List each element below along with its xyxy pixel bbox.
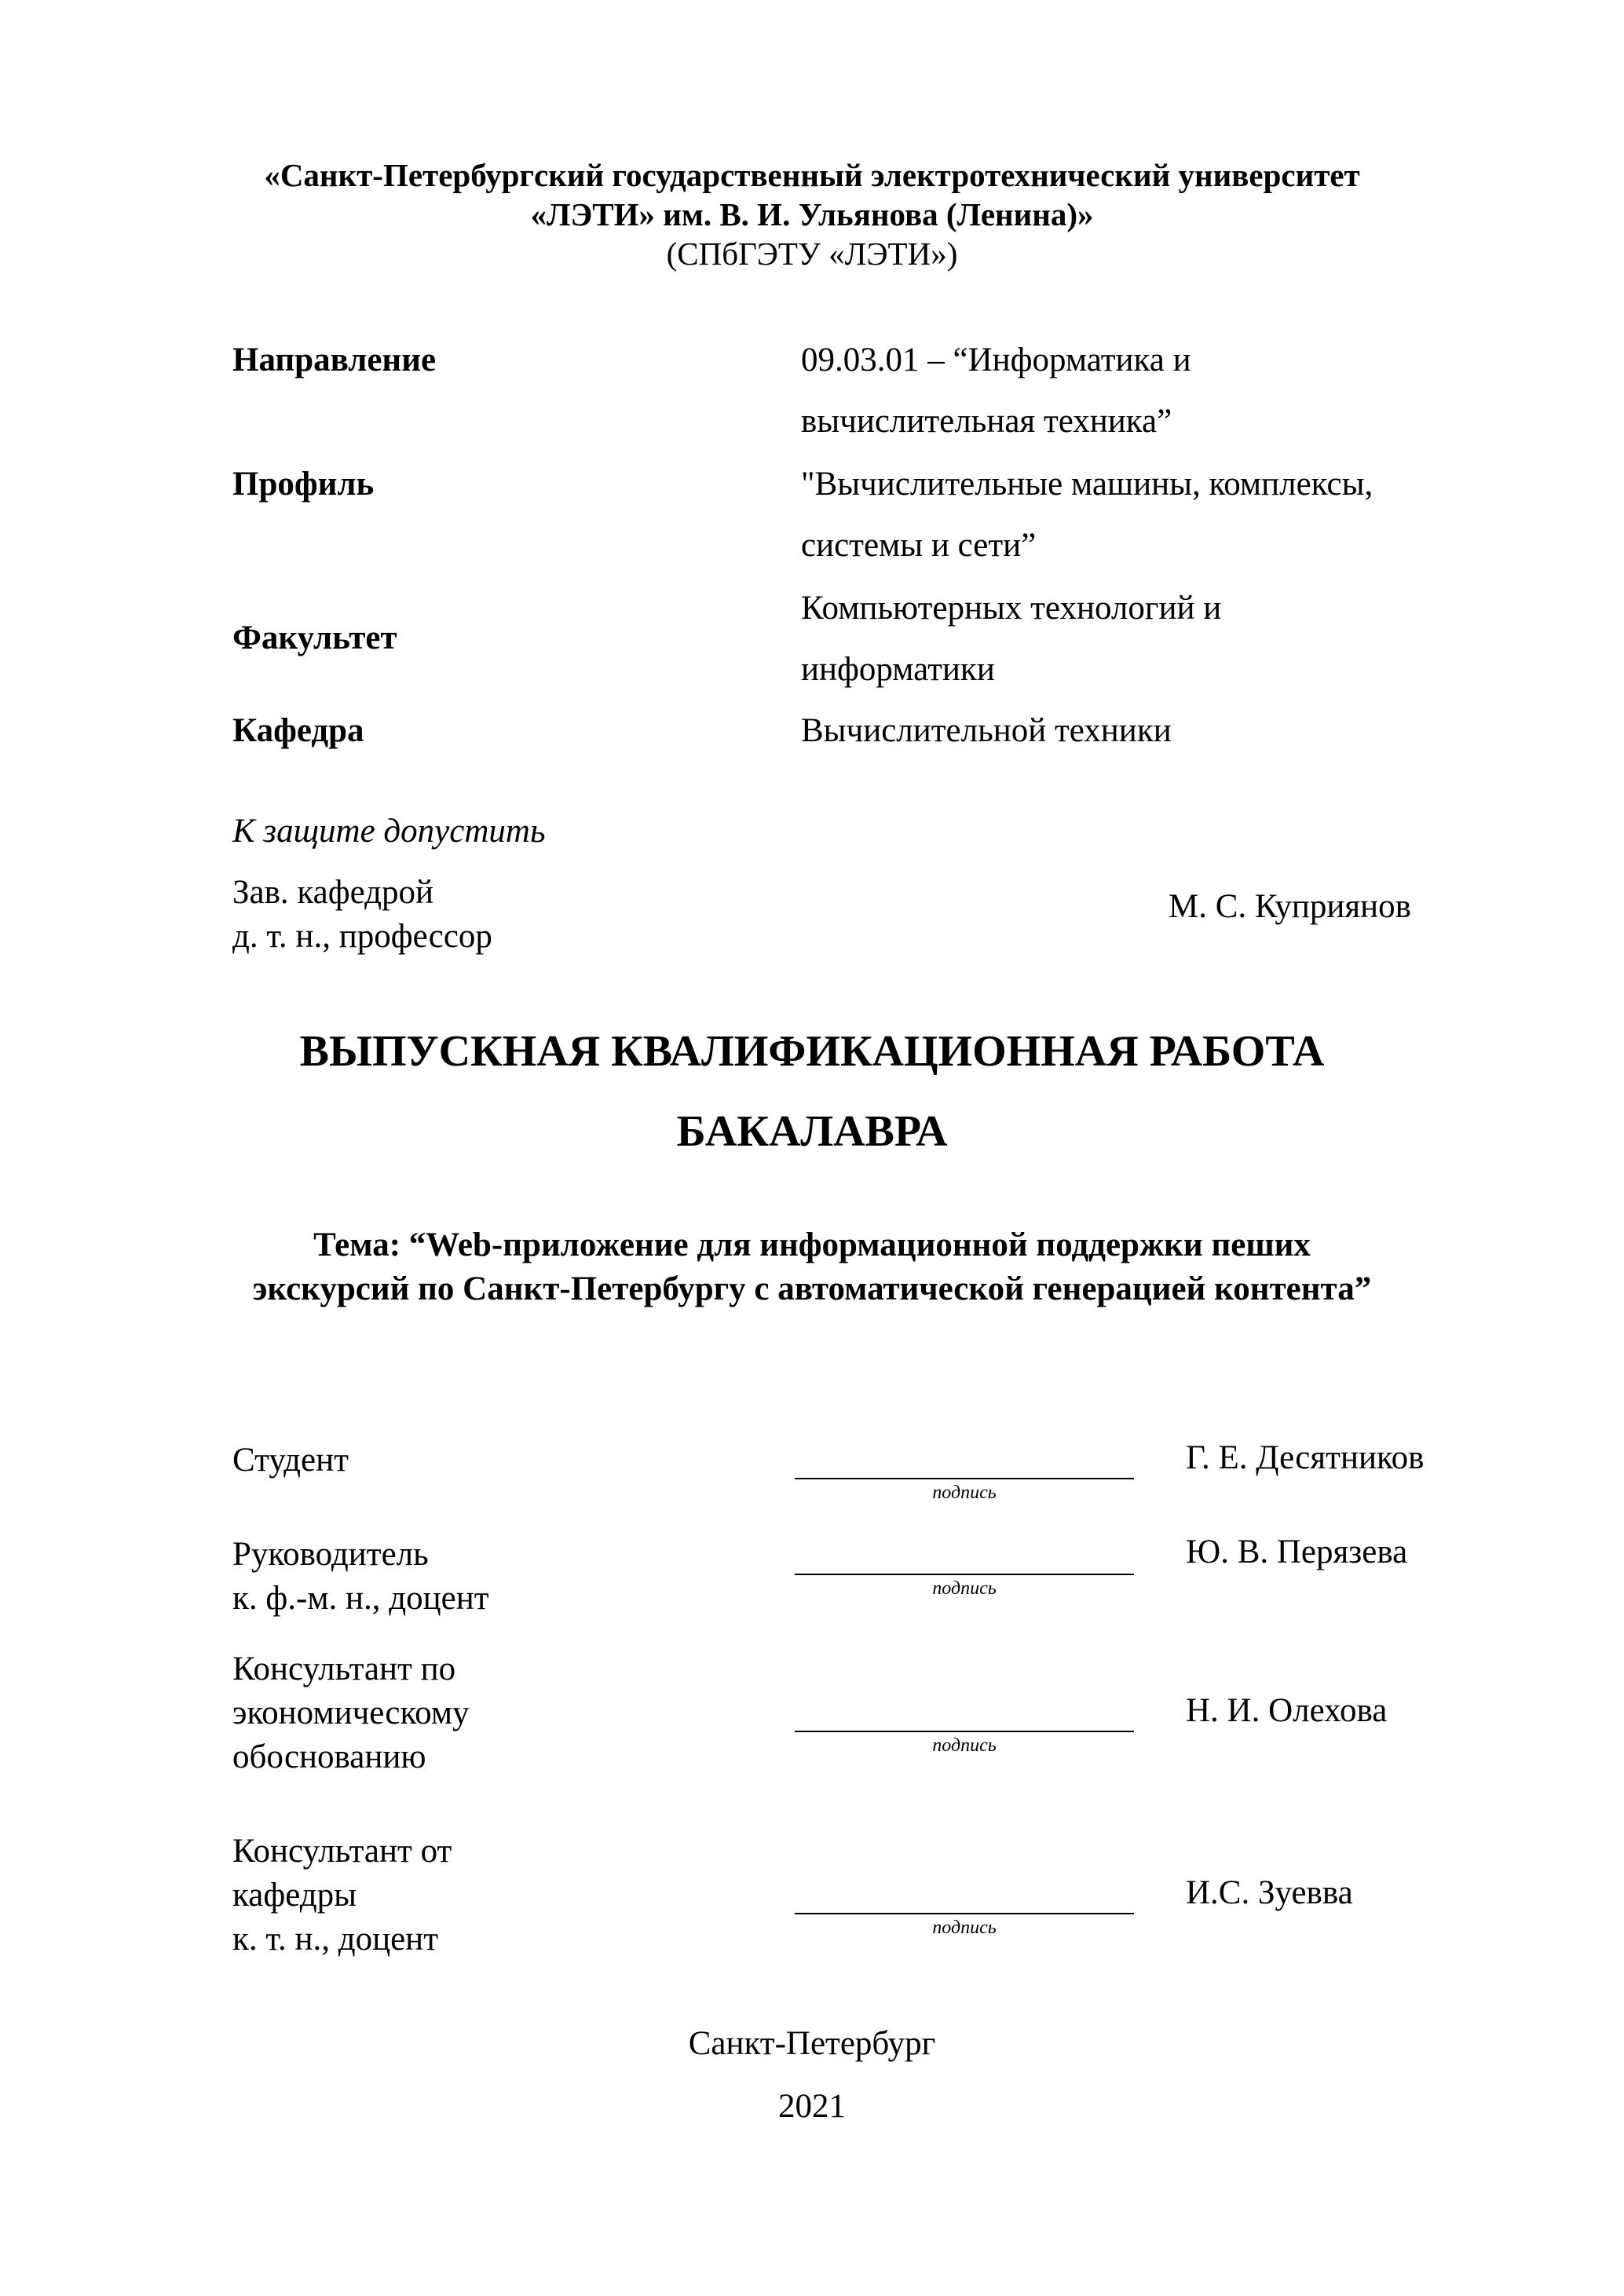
head-of-department-name: М. С. Куприянов: [1169, 888, 1411, 925]
economic-consultant-role-line3: обоснованию: [232, 1738, 426, 1775]
direction-label: Направление: [232, 342, 437, 378]
university-name-line1: «Санкт-Петербургский государственный электротехнический университет: [264, 157, 1360, 193]
student-signature-line: [795, 1478, 1134, 1479]
department-consultant-name: И.С. Зуевва: [1186, 1874, 1353, 1911]
faculty-value-line2: информатики: [801, 651, 995, 688]
economic-consultant-role-line2: экономическому: [232, 1695, 470, 1731]
supervisor-signature-line: [795, 1574, 1134, 1575]
document-title-line1: ВЫПУСКНАЯ КВАЛИФИКАЦИОННАЯ РАБОТА: [299, 1027, 1325, 1076]
admit-to-defense: К защите допустить: [232, 813, 546, 850]
university-short-name: (СПбГЭТУ «ЛЭТИ»): [666, 236, 958, 272]
faculty-label: Факультет: [232, 620, 397, 656]
head-of-department-degree: д. т. н., профессор: [232, 918, 492, 955]
topic-line2: экскурсий по Санкт-Петербургу с автоматической генерацией контента”: [252, 1270, 1372, 1307]
department-value: Вычислительной техники: [801, 712, 1172, 749]
profile-value-line2: системы и сети”: [801, 527, 1037, 564]
department-consultant-degree: к. т. н., доцент: [232, 1921, 438, 1958]
footer-city: Санкт-Петербург: [688, 2025, 936, 2062]
profile-label: Профиль: [232, 466, 375, 503]
head-of-department-label: Зав. кафедрой: [232, 874, 434, 911]
supervisor-role: Руководитель: [232, 1536, 429, 1573]
topic-line1: Тема: “Web-приложение для информационной поддержки пеших: [313, 1227, 1311, 1263]
university-name-line2: «ЛЭТИ» им. В. И. Ульянова (Ленина)»: [530, 196, 1094, 232]
profile-value-line1: "Вычислительные машины, комплексы,: [801, 466, 1373, 503]
student-signature-caption: подпись: [932, 1483, 997, 1503]
footer-year: 2021: [778, 2088, 846, 2125]
economic-consultant-name: Н. И. Олехова: [1186, 1692, 1388, 1729]
department-consultant-role-line1: Консультант от: [232, 1833, 452, 1870]
faculty-value-line1: Компьютерных технологий и: [801, 590, 1222, 627]
department-consultant-signature-line: [795, 1913, 1134, 1914]
supervisor-degree: к. ф.-м. н., доцент: [232, 1580, 489, 1617]
department-label: Кафедра: [232, 712, 364, 749]
supervisor-signature-caption: подпись: [932, 1578, 997, 1599]
economic-consultant-role-line1: Консультант по: [232, 1651, 456, 1687]
economic-consultant-signature-line: [795, 1731, 1134, 1732]
economic-consultant-signature-caption: подпись: [932, 1735, 997, 1756]
document-title-line2: БАКАЛАВРА: [676, 1107, 948, 1156]
student-role: Студент: [232, 1442, 349, 1479]
department-consultant-signature-caption: подпись: [932, 1918, 997, 1938]
supervisor-name: Ю. В. Перязева: [1186, 1534, 1408, 1570]
direction-value-line2: вычислительная техника”: [801, 403, 1172, 440]
direction-value-line1: 09.03.01 – “Информатика и: [801, 342, 1191, 378]
student-name: Г. Е. Десятников: [1186, 1439, 1425, 1476]
department-consultant-role-line2: кафедры: [232, 1877, 357, 1914]
